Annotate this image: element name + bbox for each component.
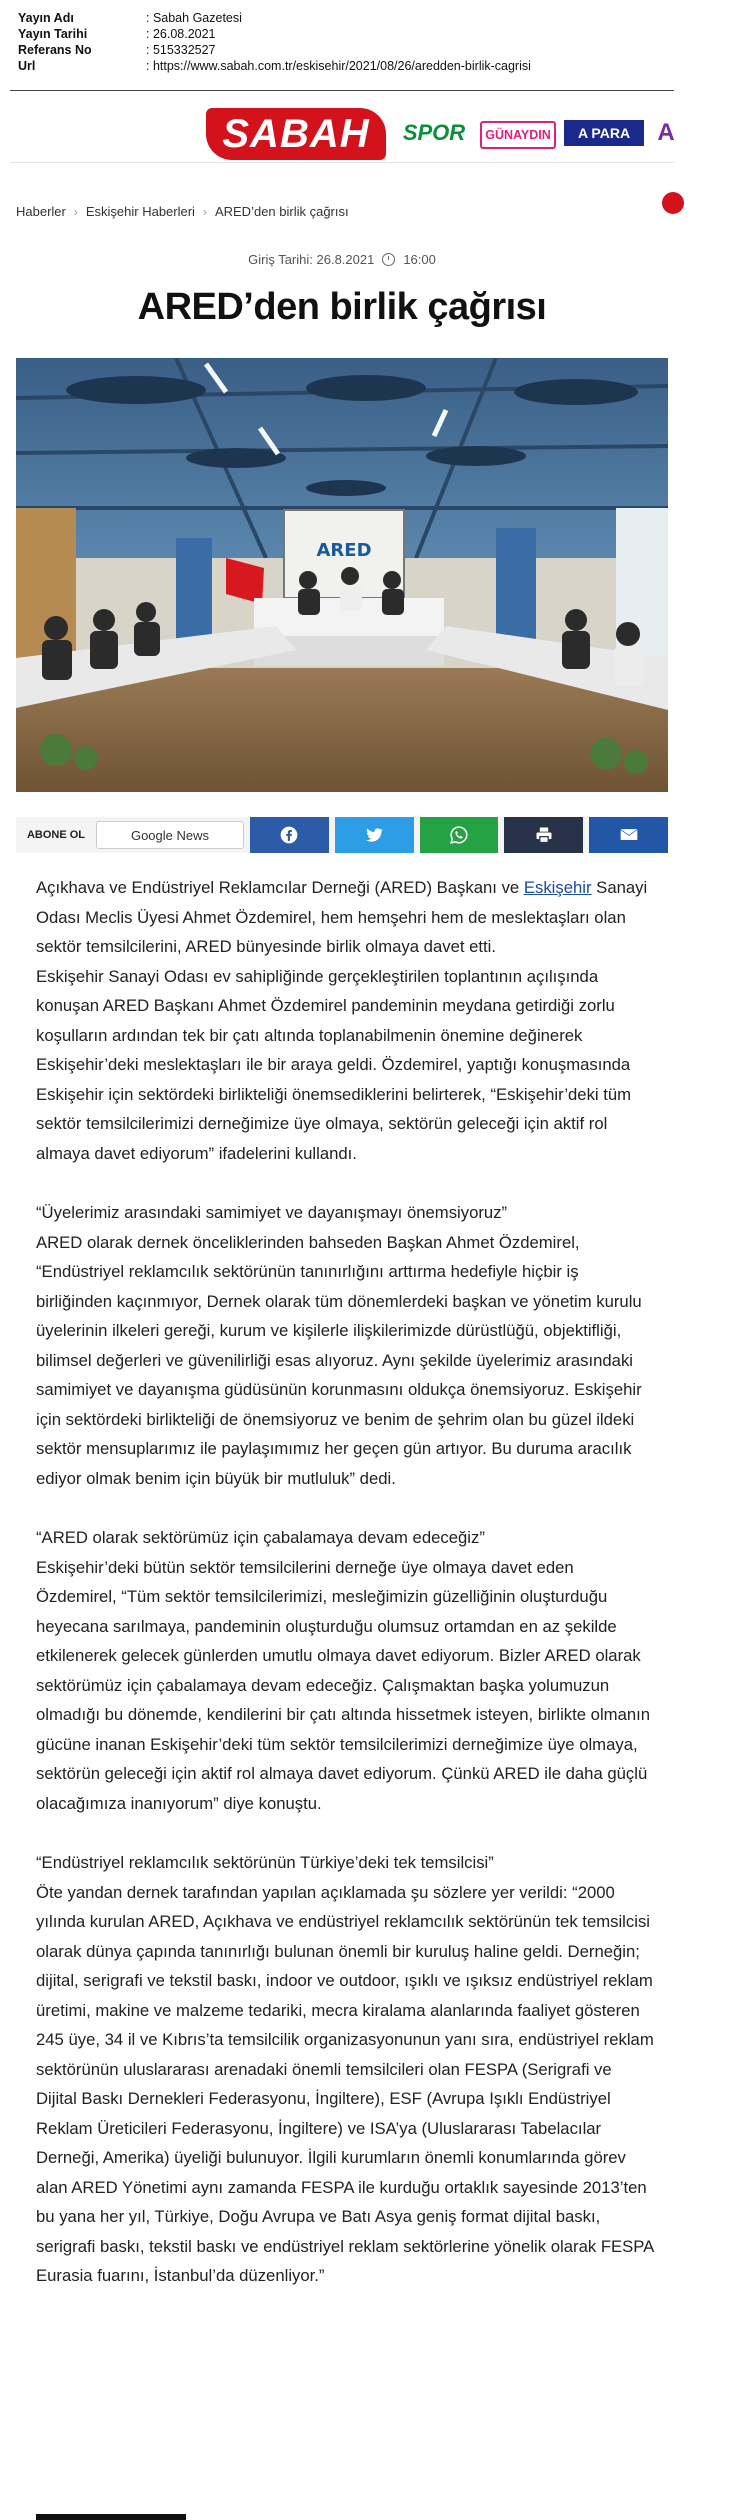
article-subheading: “ARED olarak sektörümüz için çabalamaya devam edeceğiz” [36, 1528, 485, 1547]
print-button[interactable] [504, 817, 583, 853]
eskisehir-link[interactable]: Eskişehir [523, 878, 592, 897]
twitter-share-button[interactable] [335, 817, 414, 853]
meta-value: : 515332527 [146, 43, 216, 57]
clock-icon [382, 253, 395, 266]
photo-screen-text: ARED [316, 540, 372, 561]
meta-row [18, 10, 531, 26]
breadcrumb-home[interactable]: Haberler [16, 204, 66, 219]
meta-value: : 26.08.2021 [146, 27, 216, 41]
meeting-room-photo [16, 358, 668, 792]
subscribe-label: ABONE OL [26, 829, 86, 841]
mail-share-button[interactable] [589, 817, 668, 853]
article-paragraph [36, 873, 656, 962]
more-brand-logo[interactable]: A [657, 119, 675, 146]
meta-key: Yayın Tarihi [18, 27, 88, 41]
article-title: ARED’den birlik çağrısı [137, 286, 547, 328]
clipping-meta [18, 10, 531, 74]
apara-logo[interactable]: A PARA [564, 120, 644, 146]
article-paragraph: Eskişehir Sanayi Odası ev sahipliğinde gerçekleştirilen toplantının açılışında konuşan ARED Başkanı Ahmet Özdemirel pandeminin meydana getirdiği zorlu koşulların ardından tek bir çatı altında toplanabilmenin önemine değinerek Eskişehir’deki meslektaşları ile bir araya geldi. Özdemirel, yaptığı konuşmasında Eskişehir için sektördeki birlikteliği önemsediklerini belirterek, “Eskişehir’deki tüm sektör temsilcilerimizi derneğimize üye olmaya, sektörün geleceği için aktif rol almaya davet ediyorum” ifadelerini kullandı. [36, 966, 632, 1163]
mail-icon [619, 825, 639, 845]
facebook-share-button[interactable] [250, 817, 329, 853]
share-bar [16, 817, 668, 853]
meta-key: Yayın Adı [18, 11, 74, 25]
breadcrumb-current: ARED’den birlik çağrısı [214, 204, 349, 219]
publish-date-label: Giriş Tarihi: 26.8.2021 [248, 252, 375, 267]
whatsapp-share-button[interactable] [420, 817, 499, 853]
article-subheading: “Endüstriyel reklamcılık sektörünün Türkiye’deki tek temsilcisi” [36, 1853, 494, 1872]
meta-key: Referans No [18, 43, 92, 57]
article-photo [16, 358, 668, 792]
twitter-icon [364, 825, 384, 845]
google-news-button[interactable]: Google News [96, 821, 244, 849]
facebook-icon [279, 825, 299, 845]
breadcrumb [16, 204, 349, 219]
paragraph-gap [36, 1168, 656, 1198]
article-subheading: “Üyelerimiz arasındaki samimiyet ve dayanışmayı önemsiyoruz” [36, 1203, 508, 1222]
meta-value: : Sabah Gazetesi [146, 11, 242, 25]
spor-logo[interactable]: SPOR [402, 120, 466, 145]
meta-row [18, 26, 531, 42]
paragraph-text: Sanayi Odası Meclis Üyesi Ahmet Özdemirel, hem hemşehri hem de meslektaşları olan sektör temsilcilerini, ARED bünyesinde birlik olmaya davet etti. [36, 878, 648, 956]
article-paragraph: Öte yandan dernek tarafından yapılan açıklamada şu sözlere yer verildi: “2000 yılında kurulan ARED, Açıkhava ve endüstriyel reklamcılık sektörünün tek temsilcisi olarak dünya çapında tanınırlığı bulunan önemli bir kuruluş haline geldi. Derneğin; dijital, serigrafi ve tekstil baskı, indoor ve outdoor, ışıklı ve ışıksız endüstriyel reklam üretimi, makine ve malzeme tedariki, mecra kiralama alanlarında faaliyet gösteren 245 üye, 34 il ve Kıbrıs’ta temsilcilik organizasyonunun yanı sıra, endüstriyel reklam sektörünün uluslararası arenadaki önemli temsilcileri olan FESPA (Serigrafi ve Dijital Baskı Dernekleri Federasyonu, İngiltere), ESF (Avrupa Işıklı Endüstriyel Reklam Üreticileri Federasyonu, İngiltere) ve ISA’ya (Uluslararası Tabelacılar Derneği, Amerika) üyeliği bulunuyor. İlgili kurumların önemli konumlarında görev alan ARED Yönetimi aynı zamanda FESPA ile kurduğu ortaklık sayesinde 2013’ten bu yana her yıl, Türkiye, Doğu Avrupa ve Batı Asya geniş format dijital baskı, serigrafi baskı, tekstil baskı ve endüstriyel reklam sektörlerine yönelik olarak FESPA Eurasia fuarını, İstanbul’da düzenliyor.” [36, 1882, 654, 2285]
meta-row [18, 42, 531, 58]
article-paragraph: Eskişehir’deki bütün sektör temsilcilerini derneğe üye olmaya davet eden Özdemirel, “Tüm sektör temsilcilerimizi, mesleğimizin güzelliğinin oluşturduğu heyecana sarılmaya, pandeminin oluşturduğu olumsuz ortamdan en az şekilde etkilenerek gelecek günlerden umutlu olmaya davet ediyorum. Bizler ARED olarak sektörümüz için çabalamaya devam edeceğiz. Çalışmaktan başka yolumuzun olmadığı bu dönemde, kendilerini bir çatı altında hissetmek isteyen, birlikte olmanın gücüne inanan Eskişehir’deki tüm sektör temsilcilerimizi derneğimize üye olmaya, sektörün geleceği için aktif rol almaya davet ediyorum. Çünkü ARED ile daha güçlü olacağımıza inanıyorum” diye konuştu. [36, 1557, 651, 1813]
printer-icon [534, 825, 554, 845]
page-bottom-bar [36, 2514, 186, 2520]
sabah-logo[interactable]: SABAH [206, 108, 386, 160]
meta-divider [10, 90, 674, 91]
menu-button-edge[interactable] [662, 192, 684, 214]
paragraph-text: Açıkhava ve Endüstriyel Reklamcılar Derneği (ARED) Başkanı ve [36, 878, 524, 897]
brand-bar [10, 94, 674, 163]
chevron-right-icon: › [73, 204, 78, 219]
chevron-right-icon: › [202, 204, 207, 219]
article-body [36, 873, 656, 2291]
publish-time: 16:00 [403, 252, 436, 267]
publish-date [0, 252, 684, 267]
breadcrumb-category[interactable]: Eskişehir Haberleri [85, 204, 195, 219]
gunaydin-logo[interactable]: GÜNAYDIN [480, 121, 556, 149]
paragraph-gap [36, 1493, 656, 1523]
whatsapp-icon [449, 825, 469, 845]
meta-row [18, 58, 531, 74]
paragraph-gap [36, 1818, 656, 1848]
meta-key: Url [18, 59, 36, 73]
article-paragraph: ARED olarak dernek önceliklerinden bahseden Başkan Ahmet Özdemirel, “Endüstriyel reklamcılık sektörünün tanınırlığını arttırma hedefiyle hiçbir iş birliğinden kaçınmıyor, Dernek olarak tüm dönemlerdeki başkan ve yönetim kurulu üyelerinin ilkeleri gereği, kurum ve kişilerle ilişkilerimizde dürüstlüğü, objektifliği, bilimsel değerleri ve güvenilirliği esas alıyoruz. Aynı şekilde üyelerimiz arasındaki samimiyet ve dayanışma güdüsünün korunmasını oldukça önemsiyoruz. Eskişehir için sektördeki birlikteliği de önemsiyoruz ve benim de şehrim olan bu güzel ildeki sektör mensuplarımız ile paylaşımımız her geçen gün artıyor. Bu duruma aracılık ediyor olmak benim için büyük bir mutluluk” dedi. [36, 1232, 642, 1488]
meta-value: : https://www.sabah.com.tr/eskisehir/2021/08/26/aredden-birlik-cagrisi [146, 59, 531, 73]
